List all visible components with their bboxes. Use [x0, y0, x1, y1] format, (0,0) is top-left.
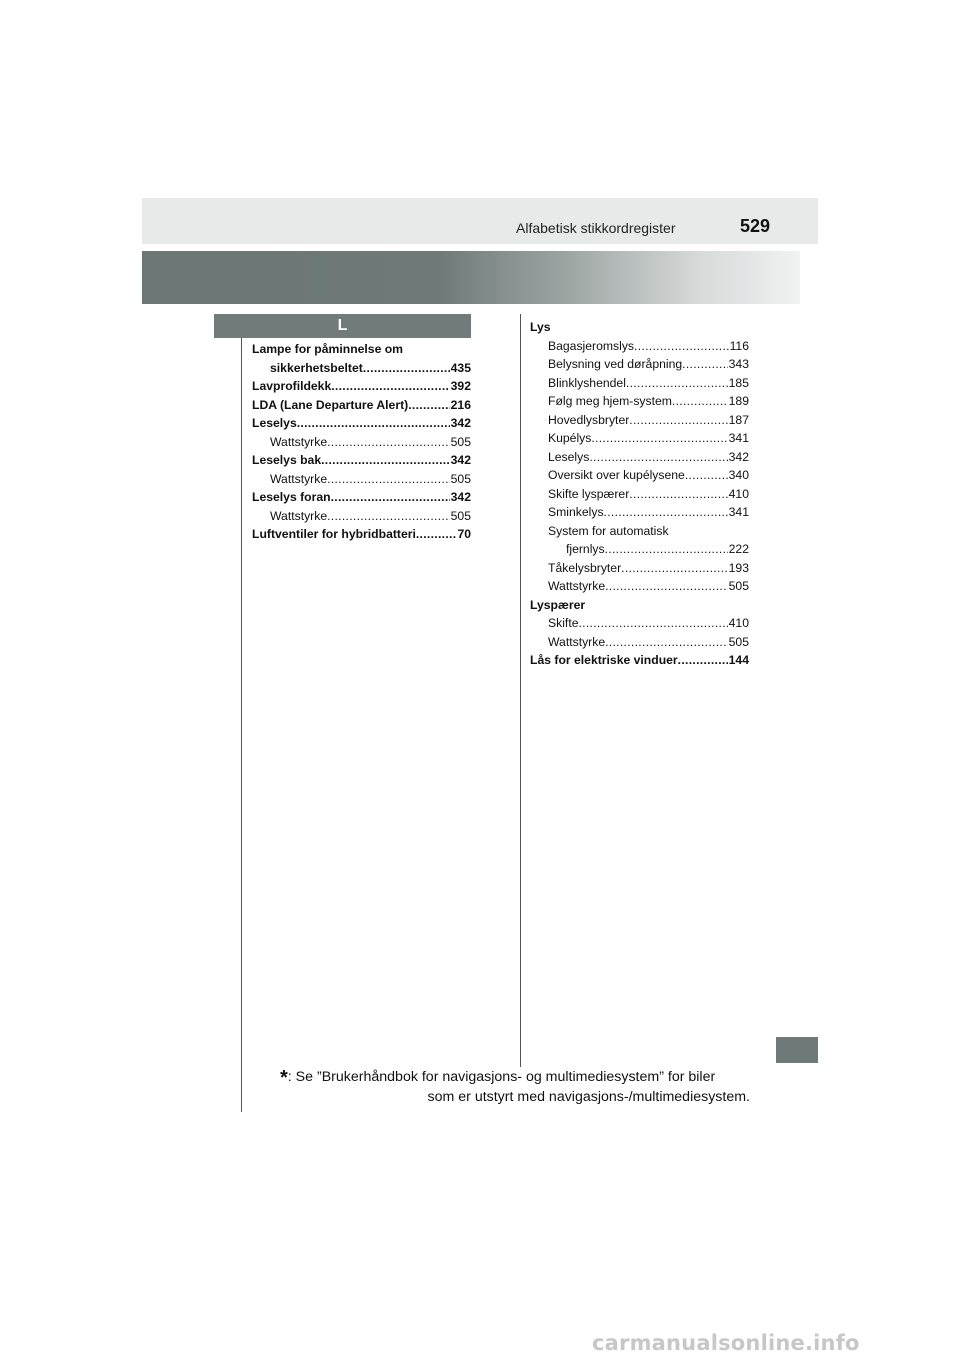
index-entry [530, 466, 749, 485]
index-entry-text: Wattstyrke [270, 434, 328, 449]
index-entry-page: 185 [728, 375, 749, 390]
index-entry-text: Leselys bak [252, 453, 322, 467]
dot-leader [678, 651, 728, 670]
index-entry-page: 341 [728, 431, 749, 445]
page-header-title: Alfabetisk stikkordregister [516, 220, 676, 236]
index-entry [530, 559, 749, 578]
index-entry [252, 340, 471, 359]
index-entry [530, 355, 749, 374]
dot-leader [321, 451, 450, 470]
index-entry-text: Lyspærer [530, 597, 586, 612]
index-entry [252, 470, 471, 489]
watermark: carmanualsonline.info [592, 1331, 860, 1355]
dot-leader [682, 355, 728, 374]
index-entry-text: Lampe for påminnelse om [252, 342, 404, 356]
index-entry-text: Luftventiler for hybridbatteri [252, 527, 416, 541]
index-entry-page: 342 [450, 490, 471, 504]
index-entry [252, 433, 471, 452]
index-entry-page: 187 [728, 412, 749, 427]
index-entry-text: fjernlys [566, 542, 605, 556]
index-entry-page: 341 [728, 505, 749, 519]
dot-leader [629, 411, 727, 430]
dot-leader [363, 359, 450, 378]
index-entry [530, 651, 749, 670]
index-entry [530, 596, 749, 615]
index-entry-page: 410 [728, 486, 749, 501]
index-entry-text: Tåkelysbryter [548, 560, 622, 575]
dot-leader [604, 503, 728, 522]
dot-leader [605, 540, 728, 559]
footnote-line-2: som er utstyrt med navigasjons-/multimediesystem. [427, 1089, 750, 1105]
index-entry-page: 505 [728, 634, 749, 649]
index-entry-text: Wattstyrke [270, 471, 328, 486]
index-entry-text: Lys [530, 320, 551, 334]
index-entry [530, 577, 749, 596]
dot-leader [621, 559, 728, 578]
index-entry [252, 525, 471, 544]
index-entry-page: 116 [729, 338, 749, 353]
dot-leader [408, 396, 449, 415]
index-entry [252, 507, 471, 526]
index-entry [530, 503, 749, 522]
dot-leader [327, 507, 450, 526]
index-entry [530, 411, 749, 430]
index-entry-text: Lavprofildekk [252, 379, 332, 393]
dot-leader [685, 466, 728, 485]
index-entry [530, 337, 749, 356]
index-entry-text: LDA (Lane Departure Alert) [252, 397, 409, 412]
footnote-star: * [280, 1067, 288, 1089]
index-entry [530, 429, 749, 448]
index-entry-page: 343 [728, 357, 749, 371]
index-column-left [252, 340, 471, 544]
left-column-rule [241, 338, 242, 1112]
dot-leader [578, 614, 727, 633]
footnote-line-1: : Se ”Brukerhåndbok for navigasjons- og multimediesystem” for biler [287, 1069, 716, 1085]
index-entry [530, 392, 749, 411]
index-entry-page: 505 [728, 579, 749, 593]
index-entry-text: Sminkelys [548, 505, 604, 519]
index-entry [530, 318, 749, 337]
section-letter-tab: L [214, 314, 471, 338]
index-entry [252, 488, 471, 507]
footnote [280, 1068, 750, 1107]
index-entry-text: System for automatisk [548, 523, 669, 538]
index-entry-text: Følg meg hjem-system [548, 394, 672, 408]
index-entry [530, 614, 749, 633]
index-entry [252, 396, 471, 415]
index-entry-page: 410 [728, 616, 749, 630]
index-entry-page: 222 [728, 542, 749, 556]
index-entry-text: Hovedlysbryter [548, 412, 630, 427]
dot-leader [416, 525, 457, 544]
index-entry-page: 505 [450, 471, 471, 486]
index-entry [252, 414, 471, 433]
header-band [142, 198, 818, 244]
index-entry [530, 485, 749, 504]
index-entry [252, 377, 471, 396]
dot-leader [605, 633, 728, 652]
dot-leader [634, 337, 729, 356]
index-entry [530, 522, 749, 541]
index-entry-page: 435 [450, 360, 471, 375]
dot-leader [626, 374, 728, 393]
index-entry-text: Kupélys [548, 431, 592, 445]
index-column-right [530, 318, 749, 670]
index-entry-text: sikkerhetsbeltet [270, 360, 363, 375]
dot-leader [327, 470, 450, 489]
dot-leader [672, 392, 728, 411]
index-entry [530, 374, 749, 393]
index-entry-text: Lås for elektriske vinduer [530, 653, 678, 667]
index-entry [252, 359, 471, 378]
page-number: 529 [740, 216, 771, 236]
dot-leader [629, 485, 727, 504]
index-entry-page: 144 [728, 653, 749, 667]
index-entry-text: Leselys foran [252, 490, 331, 504]
dot-leader [591, 429, 727, 448]
dot-leader [327, 433, 450, 452]
index-entry-text: Leselys [548, 449, 590, 464]
index-entry-text: Blinklyshendel [548, 375, 626, 390]
index-entry [252, 451, 471, 470]
index-entry [530, 633, 749, 652]
dot-leader [605, 577, 728, 596]
index-entry-page: 216 [450, 397, 471, 412]
index-entry-page: 342 [450, 416, 471, 430]
index-entry [530, 540, 749, 559]
index-entry-text: Oversikt over kupélysene [548, 468, 685, 482]
index-entry-text: Leselys [252, 416, 297, 430]
index-entry-page: 189 [728, 394, 749, 408]
dot-leader [331, 488, 450, 507]
index-entry-text: Wattstyrke [270, 508, 328, 523]
index-entry-text: Skifte lyspærer [548, 486, 630, 501]
index-entry-text: Skifte [548, 616, 579, 630]
index-entry-page: 340 [728, 468, 749, 482]
index-entry-text: Wattstyrke [548, 634, 606, 649]
index-entry-page: 342 [728, 449, 749, 464]
index-entry-text: Wattstyrke [548, 579, 606, 593]
chapter-thumb-tab [776, 1037, 818, 1063]
index-entry [530, 448, 749, 467]
index-entry-page: 505 [450, 508, 471, 523]
index-entry-page: 342 [450, 453, 471, 467]
index-entry-text: Bagasjeromslys [548, 338, 635, 353]
decorative-gradient-bar [142, 251, 800, 304]
dot-leader [331, 377, 449, 396]
index-entry-text: Belysning ved døråpning [548, 357, 683, 371]
index-entry-page: 193 [728, 560, 749, 575]
index-entry-page: 392 [450, 379, 471, 393]
index-entry-page: 505 [450, 434, 471, 449]
index-entry-page: 70 [457, 527, 471, 541]
dot-leader [297, 414, 450, 433]
column-divider [520, 314, 521, 1067]
dot-leader [589, 448, 727, 467]
